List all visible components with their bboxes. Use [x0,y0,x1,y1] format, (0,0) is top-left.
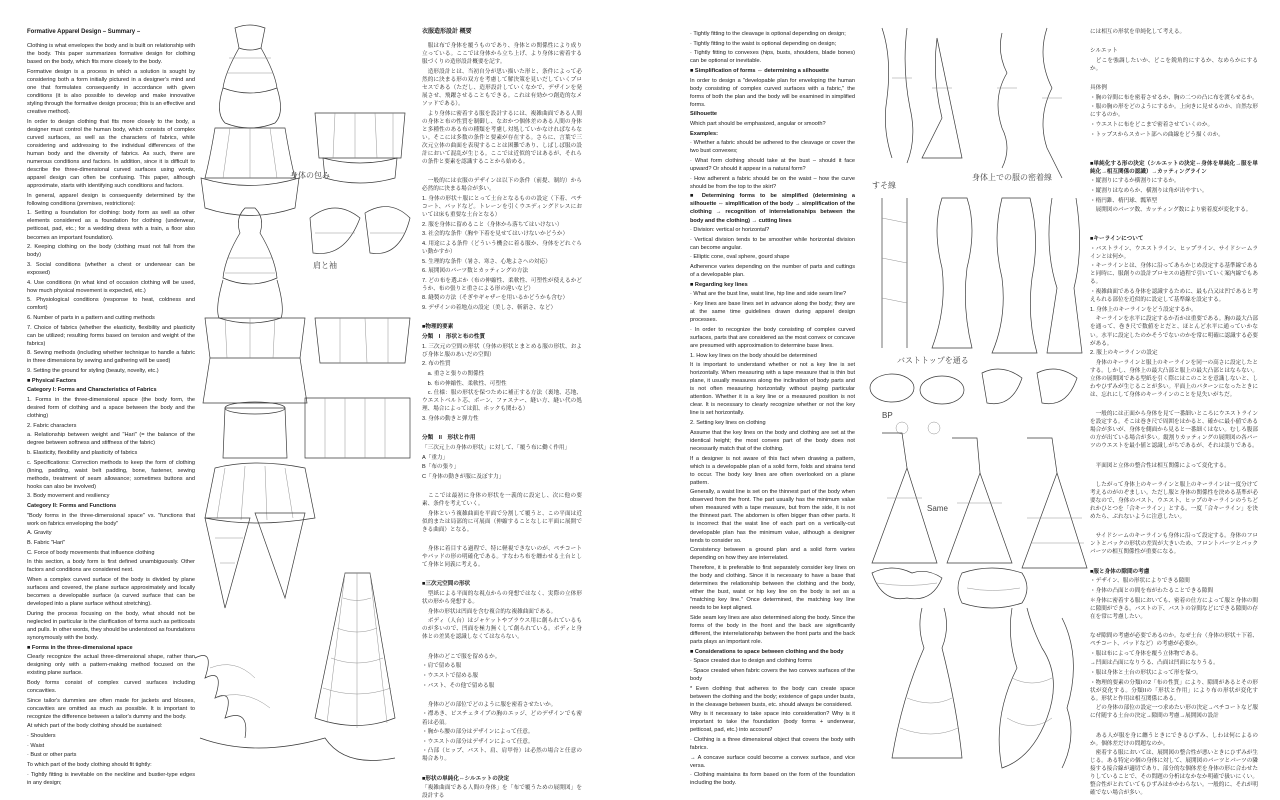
section-heading: ■単純化する形の決定（シルエットの決定⇔身体を単純化→服を単純化→相互関係の認識）→カッティングライン [1090,160,1258,175]
japanese-text-column-2 [1090,28,1258,797]
paragraph: · Bust or other parts [27,752,77,759]
paragraph [1090,38,1258,46]
paragraph: Which part should be emphasized, angular or smooth? [690,121,826,128]
paragraph: ・肩で留める服 [422,663,462,670]
section-heading: Category II: Forms and Functions [27,503,117,509]
paragraph: C. Force of body movements that influence clothing [27,549,155,556]
paragraph: Side seam key lines are also determined along the body. Since the forms of the body in the front and the back are significantly different, the interrelationship between the front parts and the back parts plays an important role. [690,614,856,645]
section-heading: 分類 II 形状と作用 [422,435,476,442]
paragraph: 3. Body movement and resiliency [27,493,110,500]
paragraph: 2. Fabric characters [27,422,77,429]
paragraph: 1. How key lines on the body should be determined [690,352,817,359]
paragraph: "Body forms in the three-dimensional space" vs. "functions that work on fabrics enveloping the body" [27,512,195,527]
paragraph: 一般的には衣服のデザインは以下の条件（前提、制約）から必然的に決まる場合が多い。 [422,178,582,193]
paragraph: Clearly recognize the actual three-dimensional shape, rather than designing only with a pattern-making method focused on the existing plane surface. [27,654,195,677]
paragraph: c. Specifications: Correction methods to keep the form of clothing (lining, padding, waist belt padding, bone, fastener, sewing methods, treatment of seam allowance; sometimes buttons and hooks can also be involved) [27,459,195,490]
paragraph: ・胸の谷間に布を密着させるか、胸の二つの凸に布を渡らせるか。 [1090,94,1258,101]
paragraph: · Division: vertical or horizontal? [690,227,770,234]
paragraph: Generally, a waist line is set on the thinnest part of the body when observed from the front. The part usually has the minimum value when measured with a tape measure, but from the side, it is not the thinnest part. The abdomen is often bigger than other parts. It is incorrect that the waist line of each part on a vertically-cut developable plan has the minimum value, although a designer tends to consider so. [690,489,855,544]
paragraph [422,168,582,176]
paragraph: * Even clothing that adheres to the body can create space between the clothing and the body; existence of gaps under busts, in the cleavage between busts, etc. should always be considered. [690,685,855,708]
paragraph: · Clothing maintains its form based on the form of the foundation including the body. [690,772,855,787]
paragraph: 1. 身体上のキーラインをどう設定するか。 [1090,306,1197,313]
sketch-panel-dresses [862,18,1088,782]
paragraph: ・服の胸の形をどのようにするか。上向きに見せるのか、自然な形にするのか。 [1090,104,1258,119]
svg-text:Same: Same [927,504,948,513]
paragraph [422,691,582,699]
paragraph: 1. 三次元の空間の形状（身体の形状とまとめる服の形状、および身体と服のあいだの空間） [422,343,582,358]
paragraph [1090,225,1258,233]
paragraph [422,643,582,651]
paragraph: どこを強調したいか、どこを鋭角的にするか、なめらかにするか。 [1090,57,1258,72]
paragraph [422,535,582,543]
paragraph: 8. Sewing methods (including whether technique to handle a fabric in three dimensions by sewing and gathering will be used) [27,350,195,365]
paragraph: A. Gravity [27,530,52,537]
section-heading: ■三次元空間の形状 [422,581,471,588]
paragraph: · What are the bust line, waist line, hip line and side seam line? [690,291,847,298]
paragraph: 1. 身体の形状＋服にとって土台となるものの設定（下着、ペチコート、パッドなど。トレーンを引くウエディングドレスにおいては床も重要な土台となる） [422,195,582,218]
paragraph: · Space created when fabric covers the two convex surfaces of the body [690,667,855,682]
paragraph: ・物理的要素の分類Iの2「布の性質」により、隙間があるとその形状が変化する。分類IIの「形状と作用」により布の形状が変化する。形状と作用は相互関係にある。 [1090,679,1258,702]
paragraph: ・ウエストで留める服 [422,672,478,679]
paragraph: 3. 身体の動きと弾力性 [422,415,479,422]
section-heading: ■ Simplification of forms ⇔ determining a silhouette [690,67,829,74]
paragraph: ・服は身体と土台の形状によって形を保つ。 [1090,669,1202,676]
section-heading: ■物理的要素 [422,324,454,331]
paragraph: · Key lines are base lines set in advance along the body; they are at the same time guidelines drawn during apparel design processes. [690,301,855,324]
paragraph: Clothing is what envelopes the body and is built on relationship with the body. This paper summarizes formative design for clothing based on the body, which fits more closely to the body. [27,43,195,66]
paragraph: Consistency between a ground plan and a solid form varies depending on how they are interrelated. [690,547,855,562]
paragraph: → A concave surface could become a convex surface, and vice versa. [690,754,855,769]
paragraph [1090,150,1258,158]
paragraph: To which part of the body clothing should fit tightly: [27,761,152,768]
section-heading: Examples: [690,130,718,137]
paragraph: ある人が服を身に纏うときにできるひずみ、しわは何によるのか。個体差だけの問題なのか。 [1090,732,1258,747]
paragraph: 7. どの布を選ぶか（布の伸縮性、柔軟性、可塑性が使えるかどうか、布の張りと重さによる形の違いなど） [422,277,582,292]
paragraph: · Shoulders [27,732,56,739]
paragraph [422,571,582,579]
section-heading: 分類 I 形状と布の性質 [422,334,486,340]
paragraph: なぜ隙間の考慮が必要であるのか。なぜ土台（身体の形状＋下着、ペチコート、パッドなど）の考慮が必要か。 [1090,632,1258,647]
english-text-column-2 [690,30,856,787]
section-title: Formative Apparel Design – Summary – [27,29,141,35]
paragraph: · Clothing is a three dimensional object that covers the body with fabrics. [690,736,855,752]
paragraph: 1. Setting a foundation for clothing: body form as well as other elements considered as a foundation for clothing (underwear, petticoat, pad, etc.; for a wedding dress with a train, a floor also becomes an important foundation). [27,210,195,241]
paragraph: ・身体の凸面との間を布がわたることできる隙間 [1090,587,1214,594]
paragraph: Why is it necessary to take space into consideration? Why is it important to take the foundation (body forms + underwear, petticoat, pad, etc.) into account? [690,711,855,734]
paragraph: C「身体の動きが服に及ぼす力」 [422,473,505,480]
paragraph: · In order to recognize the body consisting of complex curved surfaces, parts that are considered as the most convex or concave are presumed with approximation to determine base lines. [690,326,855,349]
paragraph: In this section, a body form is first defined unambiguously. Other factors and conditions are considered next. [27,559,195,574]
paragraph [1090,452,1258,460]
paragraph: シルエット [1090,48,1118,55]
paragraph: A「重力」 [422,454,449,461]
paragraph: 型紙による平面的な視点からの発想ではなく、実際の立体形状の形から発想する。 [422,591,582,606]
paragraph: B「布の張り」 [422,464,460,471]
paragraph: 一般的には正面から身体を見て一番細いところにウエストラインを設定する。そこは巻き尺で周囲をはかると、確かに最小値である場合が多いが、身体を側面から見ると一番細くはない。むしろ腹部の方が出ている場合が多い。縦割りカッティングの展開図の各パーツのウエストを最小値と認識しがちであるが、それは誤りである。 [1090,411,1258,450]
paragraph: ここでは最初に身体の形状を一義的に設定し、次に他の要素、条件を考えていく。 [422,493,582,508]
paragraph: 2. Keeping clothing on the body (clothing must not fall from the body) [27,244,195,259]
paragraph: 2. 服を身体に留めること（身体から落ちてはいけない） [422,221,563,228]
japanese-text-column-1 [422,28,582,800]
paragraph: ・ウエストの部分はデザインによって任意。 [422,738,534,745]
paragraph: 9. Setting the ground for styling (beauty, novelty, etc.) [27,367,159,374]
paragraph: 身体という複雑曲面を平面で分割して覆うと、この平面は近似的または局部的に可展面（伸縮することなしに平面に展開できる曲面）となる。 [422,510,582,533]
paragraph: · Tightly fitting to convexes (hips, busts, shoulders, blade bones) can be optional or inevitable. [690,50,855,65]
paragraph: 6. 展開図のパーツ数とカッティングの方法 [422,268,529,275]
paragraph: どの身体の部位の設定一つ求めたい形の決定→ペチコートなど服に付随する土台の決定→隙間の考慮→展開図の設計 [1090,705,1258,720]
paragraph: 身体に着目する過程で、特に軽視できないのが、ペチコートやパッドの形の明確化である。すなわち布を纏わせる土台として身体と同義に考える。 [422,546,582,569]
paragraph: 2. 布の性質 [422,361,451,368]
paragraph: · Tightly fitting to the cleavage is optional depending on design; [690,31,846,37]
paragraph: 平面図と立体の整合性は相互関係によって変化する。 [1090,462,1230,469]
paragraph: 3. 社会的な条件（胸や下着を見せてはいけないかどうか） [422,231,569,238]
english-text-column-1 [27,28,195,786]
paragraph: ・ウエストに布をどこまで密着させていくのか。 [1090,122,1214,129]
paragraph: ・凸部（ヒップ、バスト、肩、肩甲骨）は必然の場合と任意の場合あり。 [422,748,582,763]
section-heading: Silhouette [690,111,718,118]
paragraph: 展開図のパーツ数、カッティング数により密着度が変化する。 [1090,207,1252,214]
sketch-panel-forms [195,18,420,782]
paragraph: ・縦割りはなめらか、横割りは角が出やすい。 [1090,187,1208,194]
paragraph [422,765,582,773]
paragraph: b. 布の伸縮性、柔軟性、可塑性 [422,380,507,387]
svg-text:肩と袖: 肩と袖 [313,261,337,270]
paragraph: · Space created due to design and clothing forms [690,658,812,665]
paragraph: 5. 生理的な条件（暑さ、寒さ、心地よさへの対応） [422,258,551,265]
paragraph: · Tightly fitting to the waist is optional depending on design; [690,40,837,47]
paragraph: Since tailor's dummies are often made for jackets and blouses, concavities are omitted as much as possible. It is important to recognize the difference between a tailor's dummy and the body. [27,697,195,720]
paragraph: したがって身体上のキーラインと服上のキーラインは一度分けて考えるのがのぞましい。ただし服と身体の関係性を決める基準が必要なので、身体のバスト、ウエスト、ヒップのキーラインのうちどれかひとつを「合キーライン」とする。一度「合キーライン」を決めたら、ぶれないように注意したい。 [1090,481,1258,521]
paragraph: 4. Use conditions (in what kind of occasion clothing will be used, how much physical movement is expected, etc.) [27,279,195,294]
paragraph [1090,401,1258,409]
paragraph: When a complex curved surface of the body is divided by plane surfaces and covered, the plane surface approximately and locally becomes a developable surface (a curved surface that can be developed into a plane surface without stretching). [27,576,195,608]
paragraph: 2. Setting key lines on clothing [690,420,766,427]
paragraph: には相互の形状を単純化して考える。 [1090,29,1186,35]
paragraph: a. Relationship between weight and "Hari" (= the balance of the degree between softness and stiffness of the fabric) [27,432,195,447]
paragraph: a. 重さと張りの関係性 [422,370,485,377]
section-heading: Category I: Forms and Characteristics of Fabrics [27,387,157,394]
paragraph: ＊身体に密着する服においても、密着の仕方によって服と身体の間に隙間ができる。バストの下、バストの谷間などにできる隙間の存在を常に考慮したい。 [1090,597,1258,620]
paragraph: Assume that the key lines on the body and clothing are set at the identical height; the most convex part of the body does not necessarily match that of the clothing. [690,429,855,452]
paragraph: · How adherent a fabric should be on the waist – how the curve should be from the top to the skirt? [690,175,855,190]
paragraph: At which part of the body clothing should be sustained: [27,723,163,730]
paragraph: 服は布で身体を覆うものであり、身体との関係性により成り立っている。ここでは身体から立ち上げ、より身体に密着する服づくりの造形設計概要を記す。 [422,43,582,66]
paragraph: c. 仕様：服の形状を保つために補正する方法（裏地、芯地、ウエストベルト芯、ボーン、ファスナー、縫い方、縫い代の処理、場合によっては釦、ホックも関わる） [422,390,582,413]
paragraph: サイドシームのキーラインも身体に沿って設定する。身体のフロントとバックの形状の差異が大きいため、フロントパーツとバックパーツの相互関係性が重要になる。 [1090,533,1258,556]
paragraph: 身体のキーラインと服上のキーラインを同一の高さに設定したとする。しかし、身体上の最大凸部と服上の最大凸部とはならない。立体の展開図である型紙を引く際にはこのことを意識しないと、しわやひずみが生じることが多い。平面上のパターンになったときには、忘れにして身体のキーラインのことを見失いがちだ。 [1090,359,1258,399]
paragraph [1090,216,1258,224]
paragraph: 2. 服上のキーラインの設定 [1090,350,1158,357]
paragraph: 7. Choice of fabrics (whether the elasticity, flexibility and plasticity can be utilized; resulting forms based on tension and weight of the fabrics) [27,324,195,347]
svg-text:BP: BP [882,411,893,420]
paragraph: ・縦割りにするか横割りにするか。 [1090,178,1180,185]
paragraph: ・デザイン、服の形状によりできる隙間 [1090,578,1190,585]
paragraph [1090,75,1258,83]
svg-text:身体の包み: 身体の包み [290,171,330,180]
paragraph: 6. Number of parts in a pattern and cutting methods [27,314,155,321]
paragraph: 身体のどこで服を留めるか。 [422,653,501,660]
paragraph [422,482,582,490]
paragraph: 4. 用途による条件（どういう機会に着る服か、身体をどれぐらい動かすか） [422,240,582,255]
paragraph: In order to design clothing that fits more closely to the body, a designer must control the human body, which consists of complex curved surfaces, as well as the characters of fabrics, while considering and addressing to the individual differences of the human body and the diversity of fabrics. As such, there are numerous conditions and factors. In addition, since it is difficult to describe the three-dimensional curved surfaces using words, apparel design can often be confusing. This paper, although approximate, starts with identifying such conditions and factors. [27,118,195,190]
paragraph: 「三次元上の身体の形状」に対して、「覆う布に働く作用」 [422,444,571,451]
paragraph [1090,558,1258,566]
paragraph: ・複雑曲面である身体を認識するために、最も凸又は凹であると考えられる部位を近似的に設定して基準線を設定する。 [1090,289,1258,304]
paragraph: ・胸から腰の部分はデザインによって任意。 [422,729,534,736]
paragraph: 9. デザインの着地点の設定（美しさ、斬新さ、など） [422,305,557,312]
paragraph: · Elliptic cone, oval sphere, gourd shape [690,254,790,261]
section-heading: ■ Physical Factors [27,377,77,384]
section-heading: ■ Regarding key lines [690,281,748,288]
paragraph: Body forms consist of complex curved surfaces including concavities. [27,679,195,694]
paragraph: →凹面は凸面になりうる、凸面は凹面になりうる。 [1090,660,1219,667]
section-heading: ■ Forms in the three-dimensional space [27,644,133,651]
paragraph: 「複雑曲面である人間の身体」を「布で覆うための展開図」を設計する [422,785,582,800]
paragraph: · Waist [27,742,45,749]
paragraph: 3. Social conditions (whether a chest or underwear can be exposed) [27,261,195,276]
paragraph: ・バストライン、ウエストライン、ヒップライン、サイドシームラインとは何か。 [1090,245,1258,260]
paragraph: · Vertical division tends to be smoother while horizontal division can become angular. [690,236,855,251]
paragraph: キーラインを水平に設定するか否かは重要である。胸の最大凸部を通って、巻き尺で数値をとだと、ほとんど水平に通っていかない。水平に設定したのかそうでないのかを常に明確に認識する必要がある。 [1090,316,1258,347]
paragraph [422,314,582,322]
paragraph: Formative design is a process in which a solution is sought by considering both a form initially pictured in a designer's mind and one that formulates consequently in accordance with given conditions (it is also possible to develop and make innovative styling through the formative design process; this is an effective and creative method). [27,68,195,116]
section-heading: ■ Determining forms to be simplified (determining a silhouette ⇔ simplification of the body → simplification of the clothing → recognition of interrelationships between the body and the clothing) → cutting lines [690,193,855,224]
paragraph: 5. Physiological conditions (response to heat, coldness and comfort) [27,297,195,312]
paragraph: ・トップスからスカート部への曲線をどう描くのか。 [1090,131,1224,138]
paragraph: ・キーラインとは、身体に沿ってあらかじめ設定する基準線であると同時に、服創りの設計プロセスの過程で引いていく案内線でもある。 [1090,263,1258,286]
paragraph: 具体例 [1090,85,1107,92]
paragraph: It is important to understand whether or not a key line is set horizontally. When measuring with a tape measure that is thin but plane, it usually measures along the inclination of body parts and is not often measuring horizontally without paying particular attention. Whether it is a key line or a measured position is not clear. It is necessary to clearly recognize whether or not the key line is set horizontally. [690,362,855,417]
section-heading: ■形状の単純化⇔シルエットの決定 [422,775,510,782]
paragraph: 8. 縫製の方法（そぎやギャザーを用いるかどうかも含む） [422,295,569,302]
paragraph [1090,140,1258,148]
section-title: 衣服造形設計 概要 [422,29,472,35]
paragraph [1090,722,1258,730]
paragraph: · Tightly fitting is inevitable on the neckline and bustier-type edges in any design; [27,771,195,786]
paragraph: 身体の形状は凹面を含む複合的な複雑曲面である。 [422,608,557,615]
paragraph [422,425,582,433]
svg-text:すそ線: すそ線 [872,181,896,190]
paragraph [1090,622,1258,630]
paragraph: ・服は布によって身体を覆う立体物である。 [1090,650,1202,657]
paragraph: In order to design a "developable plan for enveloping the human body consisting of complex curved surfaces with a fabric," the forms of both the plan and the body will be examined in simplified forms. [690,77,855,108]
paragraph [1090,523,1258,531]
paragraph: ・楕円錐、楕円球、瓢箪型 [1090,197,1158,204]
paragraph: If a designer is not aware of this fact when drawing a pattern, which is a developable plan of a solid form, folds and strains tend to occur. The body key lines are often overlooked on a plane pattern. [690,455,855,486]
paragraph: · What form clothing should take at the bust – should it face upward? Or should it appear in a natural form? [690,158,855,173]
paragraph: 密着する服においては、展開図の整合性が悪いときにひずみが生じる。ある特定の個の身体に対して、展開図のパーツとパーツの隣接する接合線が適切であり、部分的な個体差を身体の形に合わせたりしていることで、その問題の分析はなかなか明確で扱いにくい。整合性がとれていてもひずみはかかわらない。一般的に、それが明確でない場合が多い。 [1090,750,1258,797]
paragraph: B. Fabric "Hari" [27,539,66,546]
paragraph: · Whether a fabric should be adhered to the cleavage or cover the two bust convexes; [690,140,855,155]
paragraph: 身体のどの部位でどのように服を密着させたいか。 [422,701,557,708]
paragraph: 1. Forms in the three-dimensional space (the body form, the desired form of clothing and a space between the body and the clothing) [27,396,195,419]
svg-text:身体上での服の密着線: 身体上での服の密着線 [972,173,1052,182]
paragraph: ・襟あき、ビスチェタイプの胸のエッジ、どのデザインでも密着は必須。 [422,711,582,726]
paragraph [1090,471,1258,479]
section-heading: ■服と身体の隙間の考慮 [1090,568,1150,575]
paragraph: In general, apparel design is consequently determined by the following conditions (premises, restrictions): [27,192,195,207]
paragraph: b. Elasticity, flexibility and plasticity of fabrics [27,449,138,456]
paragraph: During the process focusing on the body, what should not be neglected in particular is the clarification of forms such as petticoats and pulls. In other words, they should be understood as foundations synonymously with the body. [27,610,195,641]
section-heading: ■キーラインについて [1090,236,1144,243]
svg-text:バストトップを通る: バストトップを通る [897,356,969,365]
paragraph: ボディ（人台）はジャケットやブラウス用に創られているものが多いので、凹面を極力無くして創られている。ボディと身体との差異を認識しなくてはならない。 [422,618,582,641]
section-heading: ■ Considerations to space between clothing and the body [690,648,844,655]
paragraph: より身体に密着する服を設計するには、複雑曲面である人間の身体と布の性質を制御し、なおかつ個体差のある人間の身体と多種性のある布の種類を考慮し対処していかなければならない。そこには多数の条件と要素が存在する。さらに、言葉で三次元立体の曲面を表現することは困難であり、しばしば服の設計において混乱が生じる。ここでは近似的ではあるが、それらの条件と要素を認識することから始める。 [422,110,582,165]
paragraph: Adherence varies depending on the number of parts and cuttings of a developable plan. [690,264,855,279]
paragraph: ・バスト、その他で留める服 [422,682,495,689]
paragraph: Therefore, it is preferable to first separately consider key lines on the body and clothing. Since it is necessary to have a base that determines the relationship between the clothing and the body, either the bust, waist or hip key line on the body is set as a "matching key line." Once determined, the matching key line needs to be kept aligned. [690,564,855,612]
paragraph: 造形設計とは、当初自分が思い描いた形と、条件によって必然的に決まる形の双方を考慮して解決策を見いだしていくプロセスである（ただし、造形設計していくなかで、デザインを発展させ、飛躍させることもできる。これは有効かつ創造的なメソッドである）。 [422,68,582,107]
